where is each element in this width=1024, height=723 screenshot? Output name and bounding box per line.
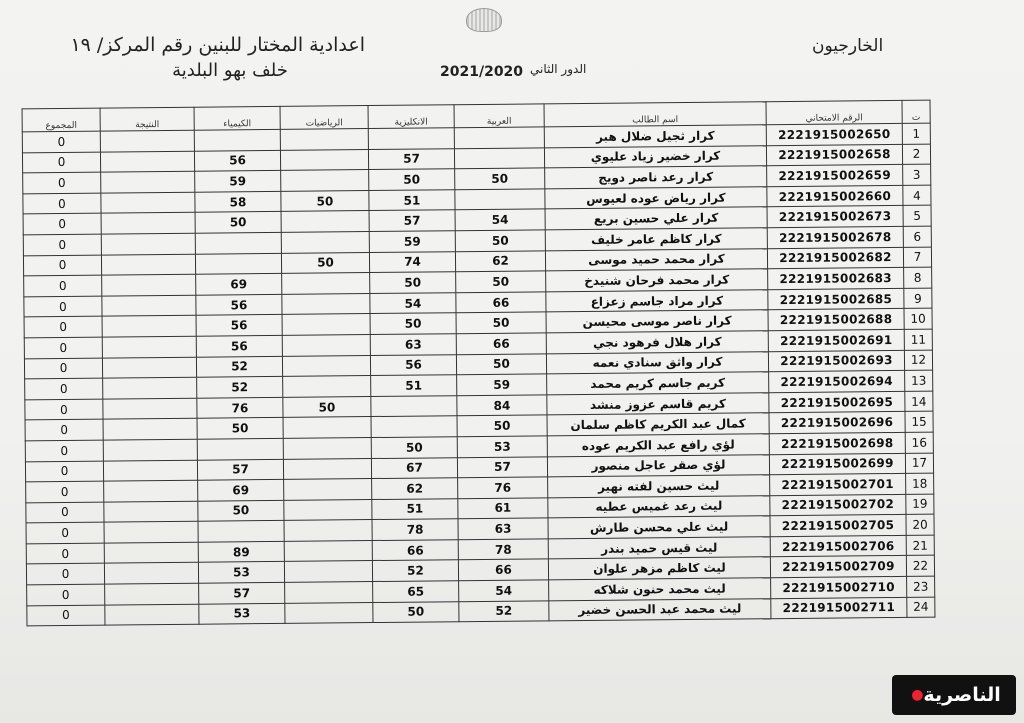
table-cell: 56 (370, 354, 456, 375)
table-cell: 3 (903, 164, 931, 185)
table-cell (371, 395, 457, 416)
table-cell: كريم جاسم كريم محمد (547, 372, 769, 395)
table-cell: 2221915002710 (771, 576, 907, 598)
table-cell: 2221915002650 (766, 123, 902, 145)
table-cell (198, 521, 284, 542)
table-cell (105, 604, 199, 625)
table-cell: ليث رعد غميس عطيه (548, 495, 770, 518)
table-cell (105, 583, 199, 604)
table-cell: 0 (25, 440, 103, 461)
table-cell: 24 (907, 597, 935, 618)
table-cell (280, 149, 368, 170)
table-cell (104, 480, 198, 501)
table-cell: كريم قاسم عزوز منشد (547, 392, 769, 415)
table-cell: كرار رعد ناصر دويج (545, 166, 767, 189)
table-cell (282, 334, 370, 355)
table-cell: ليث كاظم مزهر علوان (548, 557, 770, 580)
table-cell: 2221915002685 (768, 288, 904, 310)
table-cell: 2221915002660 (767, 185, 903, 207)
table-cell: 69 (196, 274, 282, 295)
exam-round: الدور الثاني (530, 62, 587, 76)
table-cell: ليث محمد حنون شلاكه (549, 578, 771, 601)
table-cell: 51 (371, 375, 457, 396)
table-cell: 2221915002678 (767, 226, 903, 248)
table-cell: كرار خضير زياد عليوي (544, 145, 766, 168)
table-cell: 2221915002696 (769, 412, 905, 434)
table-cell (101, 254, 195, 275)
table-cell (282, 355, 370, 376)
table-cell: 66 (456, 333, 546, 354)
table-cell (102, 316, 196, 337)
table-cell: 2221915002688 (768, 309, 904, 331)
table-cell: 50 (373, 601, 459, 622)
table-cell: 84 (457, 395, 547, 416)
table-cell: 0 (24, 296, 102, 317)
table-cell: 0 (24, 316, 102, 337)
column-header: الرياضيات (280, 106, 368, 130)
table-cell: 50 (457, 415, 547, 436)
table-cell: 0 (27, 584, 105, 605)
table-cell: 57 (199, 582, 285, 603)
table-cell: 0 (27, 605, 105, 626)
table-cell: 0 (26, 502, 104, 523)
table-cell: 76 (458, 477, 548, 498)
table-cell: كرار رياض عوده لعيوس (545, 187, 767, 210)
table-cell: 63 (370, 334, 456, 355)
table-cell: 69 (198, 479, 284, 500)
table-cell (101, 213, 195, 234)
academic-year: 2021/2020 (440, 64, 524, 80)
table-cell (283, 376, 371, 397)
column-header: النتيجة (100, 107, 194, 131)
table-cell: لؤي رافع عبد الكريم عوده (547, 434, 769, 457)
column-header: الانكليزية (368, 105, 454, 129)
table-cell: 4 (903, 185, 931, 206)
table-cell: 63 (458, 518, 548, 539)
table-cell: 11 (904, 329, 932, 350)
table-cell: 0 (23, 213, 101, 234)
table-cell: 0 (22, 131, 100, 152)
table-cell: 59 (369, 231, 455, 252)
table-cell: 57 (197, 459, 283, 480)
table-cell: 50 (283, 396, 371, 417)
table-cell: 10 (904, 308, 932, 329)
table-cell: 61 (458, 498, 548, 519)
table-cell: 59 (195, 171, 281, 192)
table-cell (103, 398, 197, 419)
table-cell: 56 (196, 335, 282, 356)
table-cell: كرار كاظم عامر خليف (545, 228, 767, 251)
table-cell: 0 (26, 481, 104, 502)
table-cell: 5 (903, 206, 931, 227)
table-cell: 0 (26, 543, 104, 564)
table-cell: 50 (370, 272, 456, 293)
table-cell (454, 127, 544, 148)
table-cell: 50 (281, 190, 369, 211)
table-cell (103, 419, 197, 440)
table-cell: 20 (906, 514, 934, 535)
table-cell: 18 (906, 473, 934, 494)
table-cell: كرار هلال فرهود نجي (546, 331, 768, 354)
column-header: الرقم الامتحاني (766, 100, 902, 124)
table-cell: كرار مراد جاسم زعزاع (546, 289, 768, 312)
table-cell (284, 479, 372, 500)
table-cell: 17 (905, 453, 933, 474)
table-cell: 50 (456, 353, 546, 374)
table-cell: 16 (905, 432, 933, 453)
table-cell: 50 (456, 271, 546, 292)
column-header: اسم الطالب (544, 102, 766, 127)
table-cell: 53 (457, 436, 547, 457)
school-location: خلف بهو البلدية (172, 60, 288, 81)
table-cell: 54 (459, 580, 549, 601)
table-cell (281, 232, 369, 253)
table-cell (283, 437, 371, 458)
table-cell: 50 (281, 252, 369, 273)
table-cell: 0 (23, 193, 101, 214)
table-cell: 53 (198, 562, 284, 583)
table-cell (455, 189, 545, 210)
results-table (22, 100, 936, 627)
table-cell: 0 (24, 275, 102, 296)
table-cell: 8 (904, 267, 932, 288)
table-cell (102, 295, 196, 316)
table-cell: 2221915002706 (770, 535, 906, 557)
table-cell: 0 (25, 378, 103, 399)
table-cell: كرار ناصر موسى محيسن (546, 310, 768, 333)
table-cell: 50 (195, 212, 281, 233)
table-cell: 66 (456, 292, 546, 313)
table-cell: 57 (369, 210, 455, 231)
table-cell: 52 (459, 600, 549, 621)
table-cell (194, 129, 280, 150)
table-cell: 7 (903, 247, 931, 268)
table-cell (368, 128, 454, 149)
table-cell (103, 439, 197, 460)
table-cell: كرار محمد حميد موسى (545, 248, 767, 271)
table-cell (103, 460, 197, 481)
table-cell (283, 458, 371, 479)
table-cell (282, 273, 370, 294)
table-cell: 54 (455, 209, 545, 230)
table-cell: 50 (198, 500, 284, 521)
table-cell: 21 (906, 535, 934, 556)
column-header: المجموع (22, 108, 100, 132)
column-header: الكيمياء (194, 106, 280, 130)
table-cell: 50 (455, 168, 545, 189)
table-cell: 0 (24, 358, 102, 379)
table-cell (285, 582, 373, 603)
table-cell: 50 (456, 312, 546, 333)
table-cell: 52 (196, 356, 282, 377)
table-cell: 56 (196, 294, 282, 315)
table-cell: ليث علي محسن طارش (548, 516, 770, 539)
table-cell (103, 377, 197, 398)
table-cell: 78 (372, 519, 458, 540)
table-cell: 89 (198, 541, 284, 562)
table-cell: 56 (196, 315, 282, 336)
table-cell: 2221915002698 (769, 432, 905, 454)
table-cell: 0 (24, 337, 102, 358)
table-cell (282, 314, 370, 335)
table-cell: 2221915002683 (768, 268, 904, 290)
table-cell (284, 540, 372, 561)
table-cell: 2221915002659 (767, 165, 903, 187)
table-cell: 2221915002694 (769, 371, 905, 393)
table-cell: 50 (371, 437, 457, 458)
table-cell: 52 (372, 560, 458, 581)
table-cell: 67 (371, 457, 457, 478)
table-cell: 50 (197, 418, 283, 439)
table-cell: 2221915002693 (768, 350, 904, 372)
table-cell (283, 417, 371, 438)
table-cell (100, 151, 194, 172)
table-cell: 19 (906, 494, 934, 515)
table-cell: كمال عبد الكريم كاظم سلمان (547, 413, 769, 436)
table-cell: 74 (369, 251, 455, 272)
table-cell (102, 357, 196, 378)
watermark-text: الناصرية (923, 684, 1001, 706)
table-cell: 0 (23, 255, 101, 276)
table-cell: 2221915002701 (770, 473, 906, 495)
table-cell: 6 (903, 226, 931, 247)
table-cell: 0 (22, 152, 100, 173)
table-cell: 2221915002709 (770, 556, 906, 578)
table-cell: لؤي صقر عاجل منصور (547, 454, 769, 477)
table-cell (195, 232, 281, 253)
table-cell (102, 274, 196, 295)
table-cell: 0 (25, 419, 103, 440)
table-cell: 57 (457, 456, 547, 477)
table-cell: 15 (905, 411, 933, 432)
column-header: ت (902, 100, 930, 123)
table-cell (197, 438, 283, 459)
table-cell: 2221915002705 (770, 515, 906, 537)
table-cell: 51 (372, 498, 458, 519)
table-cell: 12 (904, 350, 932, 371)
emblem-icon (466, 8, 502, 32)
table-cell (101, 192, 195, 213)
table-cell: 2221915002691 (768, 329, 904, 351)
school-name: اعدادية المختار للبنين رقم المركز/ ١٩ (70, 34, 365, 56)
table-cell (101, 233, 195, 254)
table-cell: 62 (455, 250, 545, 271)
table-cell: 2221915002711 (771, 597, 907, 619)
table-cell: 52 (197, 377, 283, 398)
table-cell: 66 (458, 559, 548, 580)
table-cell: 53 (199, 603, 285, 624)
table-cell: 2221915002702 (770, 494, 906, 516)
table-cell (284, 499, 372, 520)
table-cell: 22 (906, 556, 934, 577)
table-cell: ليث قيس حميد بندر (548, 537, 770, 560)
table-cell: 2221915002695 (769, 391, 905, 413)
table-cell (195, 253, 281, 274)
table-cell (284, 561, 372, 582)
table-cell: 59 (457, 374, 547, 395)
table-cell: 2221915002658 (766, 144, 902, 166)
table-cell (282, 293, 370, 314)
table-cell: 2 (902, 144, 930, 165)
table-cell: 54 (370, 292, 456, 313)
table-cell (104, 542, 198, 563)
table-cell: 0 (23, 172, 101, 193)
table-cell (102, 336, 196, 357)
brand-watermark (892, 675, 1016, 715)
table-cell (104, 563, 198, 584)
table-cell: 58 (195, 191, 281, 212)
table-cell (104, 521, 198, 542)
table-cell: كرار واثق سنادي نعمه (546, 351, 768, 374)
table-cell: 0 (25, 399, 103, 420)
watermark-dot-icon: ● (911, 687, 924, 703)
table-cell: كرار محمد فرحان شنيدخ (546, 269, 768, 292)
table-cell: 0 (26, 564, 104, 585)
table-cell: 51 (369, 190, 455, 211)
table-body (22, 123, 935, 626)
table-cell (280, 129, 368, 150)
table-cell: 50 (370, 313, 456, 334)
table-cell: ليث محمد عبد الحسن خضير (549, 598, 771, 621)
table-cell: 62 (372, 478, 458, 499)
table-cell: 66 (372, 540, 458, 561)
table-cell: 50 (369, 169, 455, 190)
table-cell (284, 520, 372, 541)
table-cell (281, 170, 369, 191)
table-cell: 2221915002673 (767, 206, 903, 228)
table-cell: 56 (194, 150, 280, 171)
table-cell: 76 (197, 397, 283, 418)
table-cell: كرار علي حسين بريع (545, 207, 767, 230)
table-cell (100, 130, 194, 151)
table-cell: 23 (907, 576, 935, 597)
table-cell (454, 147, 544, 168)
table-cell: 65 (373, 581, 459, 602)
table-cell: كرار ثجيل ضلال هبر (544, 125, 766, 148)
table-cell: 0 (25, 461, 103, 482)
table-cell: ليث حسين لفته نهير (548, 475, 770, 498)
table-cell (285, 602, 373, 623)
table-cell: 50 (455, 230, 545, 251)
table-cell (104, 501, 198, 522)
table-cell: 57 (368, 148, 454, 169)
table-cell: 14 (905, 391, 933, 412)
table-cell: 2221915002682 (767, 247, 903, 269)
table-cell (101, 171, 195, 192)
table-cell: 13 (905, 370, 933, 391)
table-cell: 2221915002699 (769, 453, 905, 475)
column-header: العربية (454, 104, 544, 128)
table-cell: 78 (458, 539, 548, 560)
table-cell: 0 (26, 522, 104, 543)
table-cell: 0 (23, 234, 101, 255)
student-category: الخارجيون (812, 36, 884, 56)
table-cell (371, 416, 457, 437)
table-cell: 9 (904, 288, 932, 309)
table-cell (281, 211, 369, 232)
table-cell: 1 (902, 123, 930, 144)
